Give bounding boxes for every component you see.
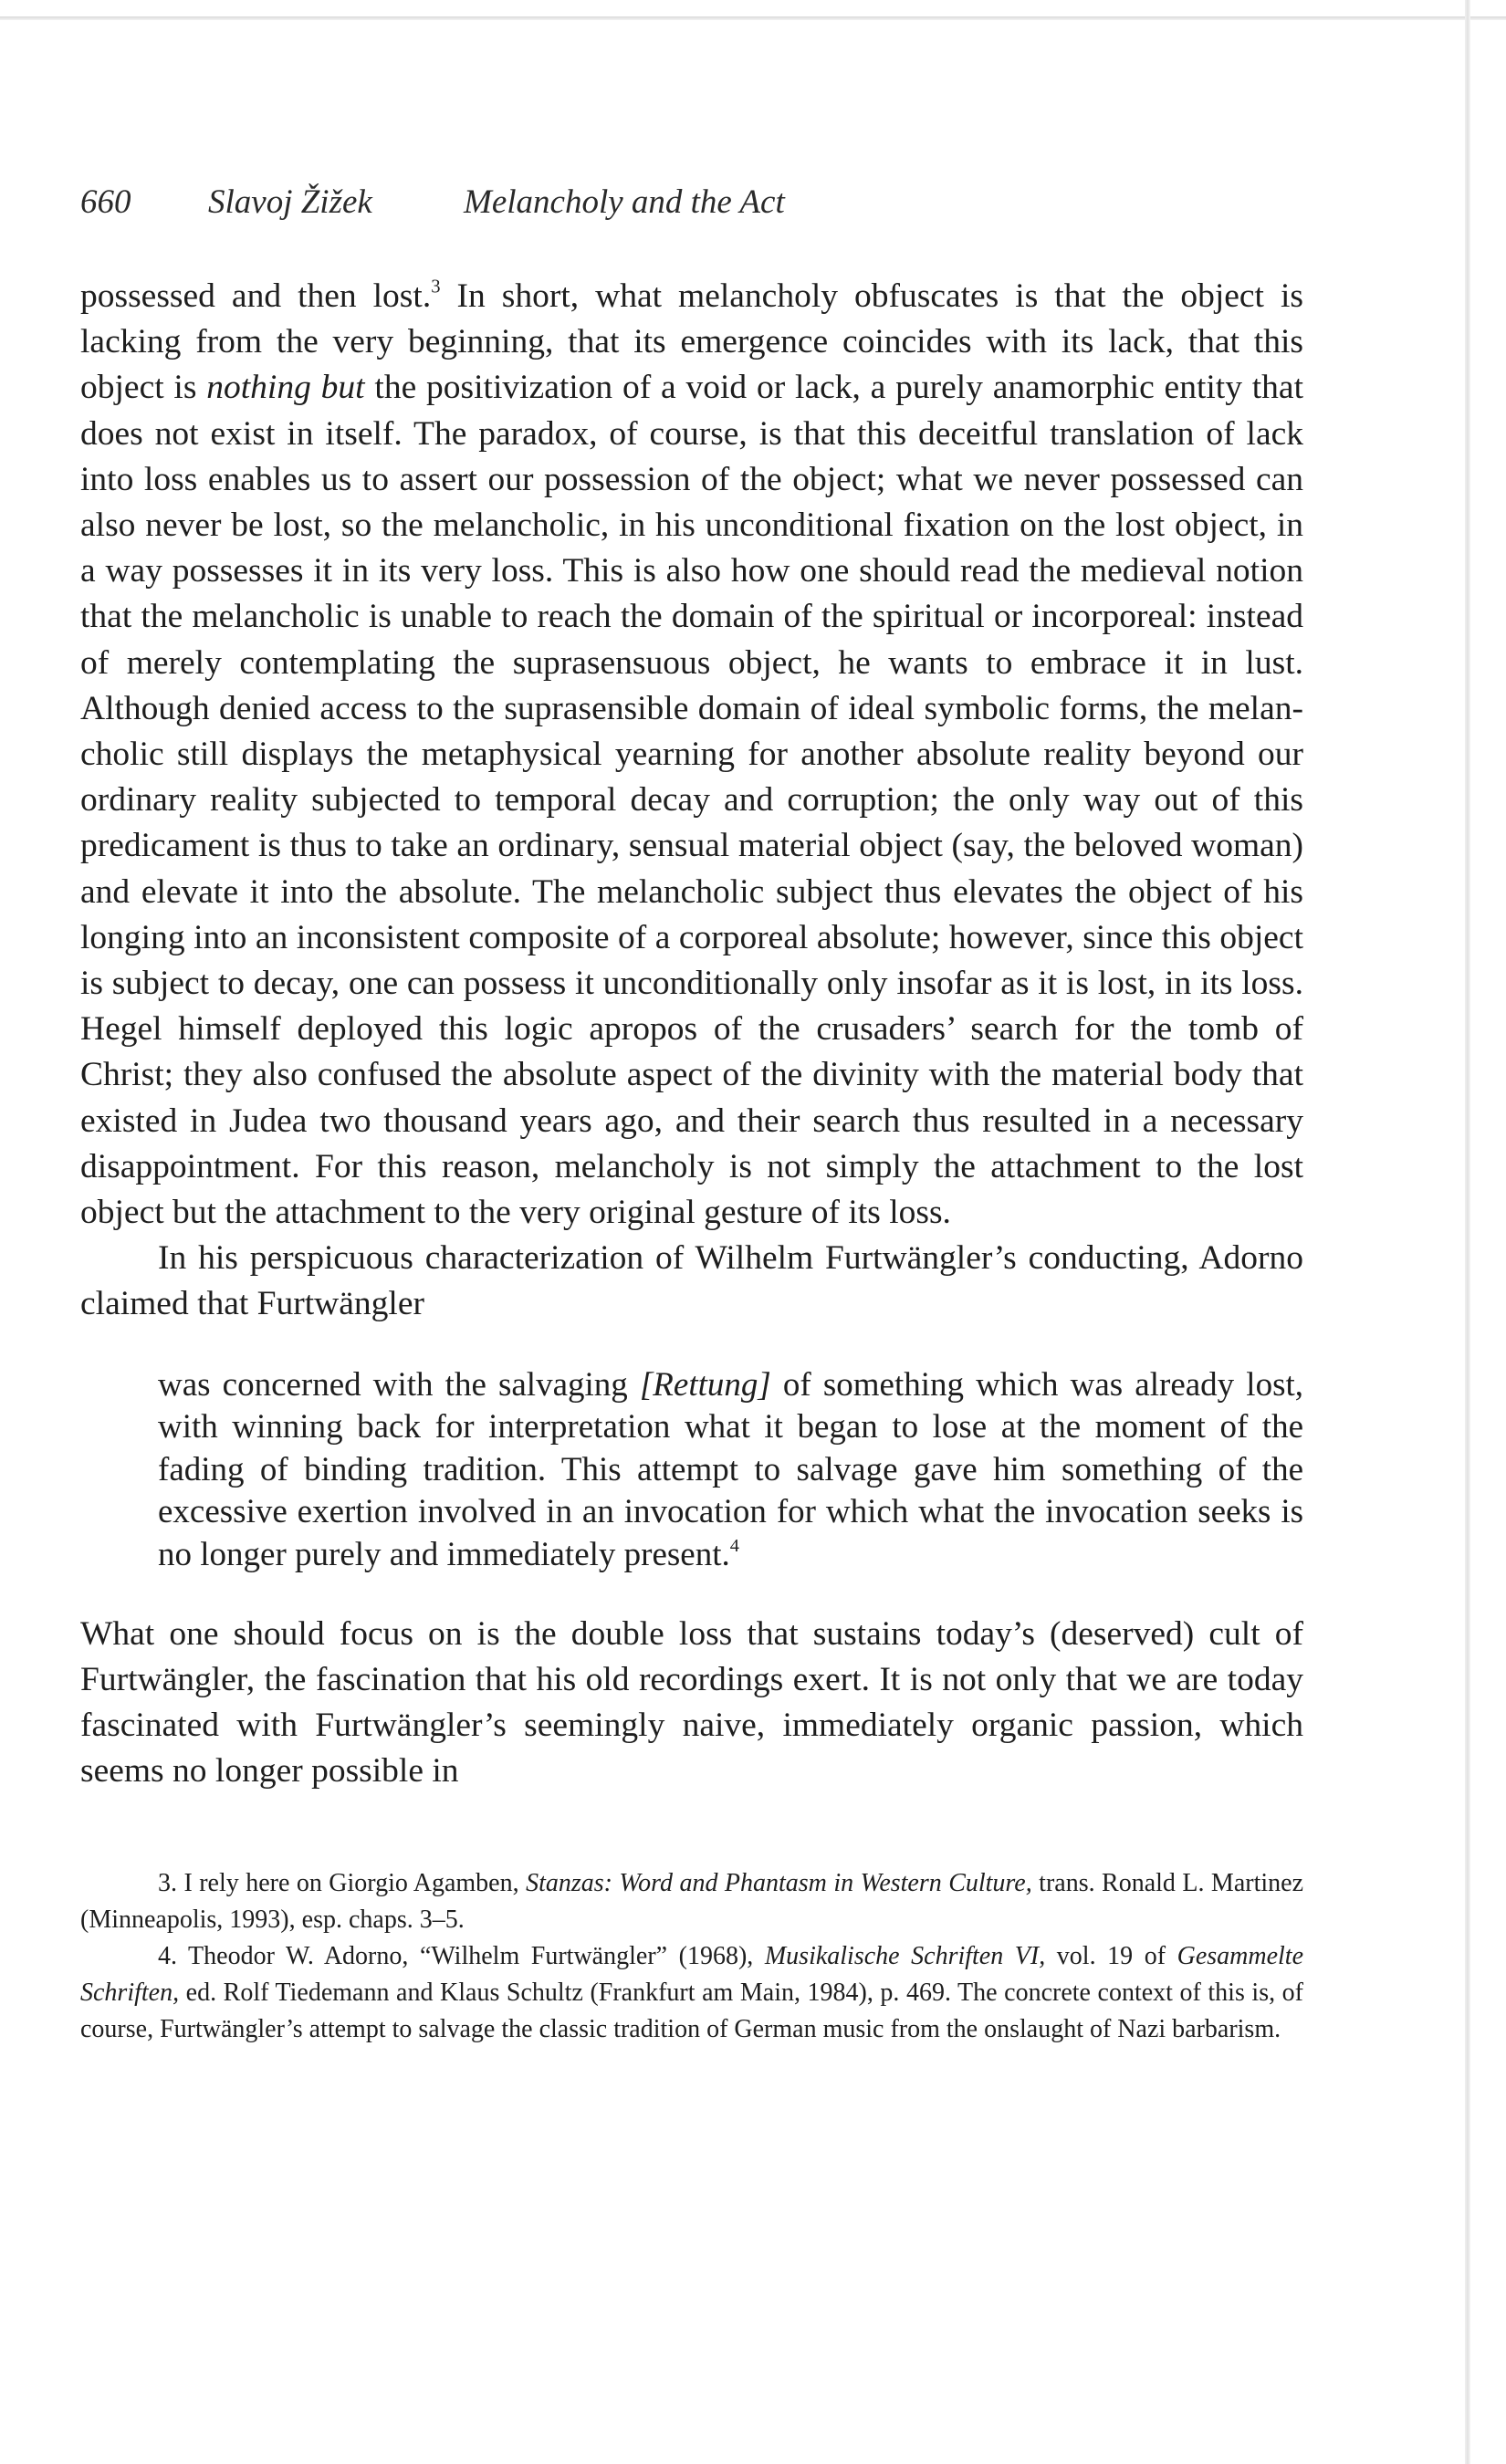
scan-top-edge bbox=[0, 16, 1506, 20]
p1-text-middle: In short, what melancholy obfuscates is that the object is lacking from the very beginning, that its emergence coincides with its lack, that this object is bbox=[80, 277, 1303, 407]
paragraph-2: In his perspicuous characterization of Wilhelm Furtwängler’s conducting, Adorno claimed that Furtwängler bbox=[80, 1239, 1303, 1323]
p1-text-start: possessed and then lost. bbox=[80, 277, 432, 315]
footnote-3-text-end: trans. Ronald L. Martinez (Minneapolis, 1993), esp. chaps. 3–5. bbox=[80, 1869, 1303, 1935]
article-title: Melancholy and the Act bbox=[464, 183, 785, 221]
footnotes bbox=[80, 1865, 1303, 2048]
footnote-3 bbox=[80, 1865, 1303, 1938]
footnote-4-text-mid: vol. 19 of bbox=[1045, 1942, 1177, 1971]
quote-italic-term: [Rettung] bbox=[639, 1365, 771, 1404]
footnote-3-book-title: Stanzas: Word and Phantasm in Western Culture, bbox=[526, 1869, 1032, 1898]
scan-right-edge bbox=[1465, 0, 1470, 2464]
quote-text-start: was concerned with the salvaging bbox=[158, 1365, 640, 1404]
footnote-4-series-title: Gesammelte Schriften, bbox=[80, 1942, 1303, 2008]
quote-text-end: of something which was already lost, with winning back for interpretation what it began to lose at the moment of the fading of binding tradition. This attempt to salvage gave him something of the excessive exertion involved in an invocation for which what the invocation seeks is no longer purely and immediately present. bbox=[158, 1365, 1303, 1574]
running-head bbox=[80, 183, 1303, 237]
paragraph-1 bbox=[80, 274, 1303, 1236]
footnote-4-text-end: ed. Rolf Tiedemann and Klaus Schultz (Frankfurt am Main, 1984), p. 469. The concrete context of this is, of course, Furtwängler’s attempt to salvage the classic tradition of German music from the onslaught of Nazi barbarism. bbox=[80, 1979, 1303, 2044]
footnote-3-text: 3. I rely here on Giorgio Agamben, bbox=[158, 1869, 527, 1898]
footnote-ref-3: 3 bbox=[431, 277, 441, 298]
block-quote bbox=[158, 1364, 1303, 1577]
p1-text-end: the positivization of a void or lack, a purely anamorphic entity that does not exist in itself. The paradox, of course, is that this deceitful translation of lack into loss enables us to assert our possession of the object; what we never possessed can also never be lost, so the melancholic, in his unconditional fixation on the lost object, in a way possesses it in its very loss. This is also how one should read the medieval notion that the melancholic is unable to reach the domain of the spiritual or incorporeal: instead of merely contemplating the suprasensuous object, he wants to embrace it in lust. Although denied access to the suprasensible domain of ideal symbolic forms, the melancholic still displays the metaphysical yearning for another absolute reality beyond our ordinary reality subjected to temporal decay and corruption; the only way out of this predicament is thus to take an ordinary, sensual material object (say, the beloved woman) and elevate it into the absolute. The melancholic subject thus elevates the object of his longing into an inconsistent composite of a corporeal absolute; however, since this object is subject to decay, one can possess it unconditionally only insofar as it is lost, in its loss. Hegel himself deployed this logic apropos of the crusaders’ search for the tomb of Christ; they also confused the absolute aspect of the divinity with the material body that existed in Judea two thousand years ago, and their search thus resulted in a necessary disappointment. For this reason, melancholy is not simply the attachment to the lost object but the attachment to the very original gesture of its loss. bbox=[80, 369, 1303, 1232]
footnote-ref-4: 4 bbox=[729, 1535, 739, 1556]
p1-italic-phrase: nothing but bbox=[206, 369, 365, 407]
footnote-4 bbox=[80, 1938, 1303, 2048]
author-name: Slavoj Žižek bbox=[208, 183, 372, 221]
book-page bbox=[80, 183, 1303, 2048]
page-number: 660 bbox=[80, 183, 131, 221]
footnote-4-book-title: Musikalische Schriften VI, bbox=[764, 1942, 1046, 1971]
main-text bbox=[80, 274, 1303, 1794]
paragraph-3: What one should focus on is the double loss that sustains today’s (deserved) cult of Furtwängler, the fascination that his old recordings exert. It is not only that we are today fascinated with Furtwängler’s seemingly naive, immediately organic passion, which seems no longer possible in bbox=[80, 1614, 1303, 1791]
footnote-4-text: 4. Theodor W. Adorno, “Wilhelm Furtwängler” (1968), bbox=[158, 1942, 765, 1971]
